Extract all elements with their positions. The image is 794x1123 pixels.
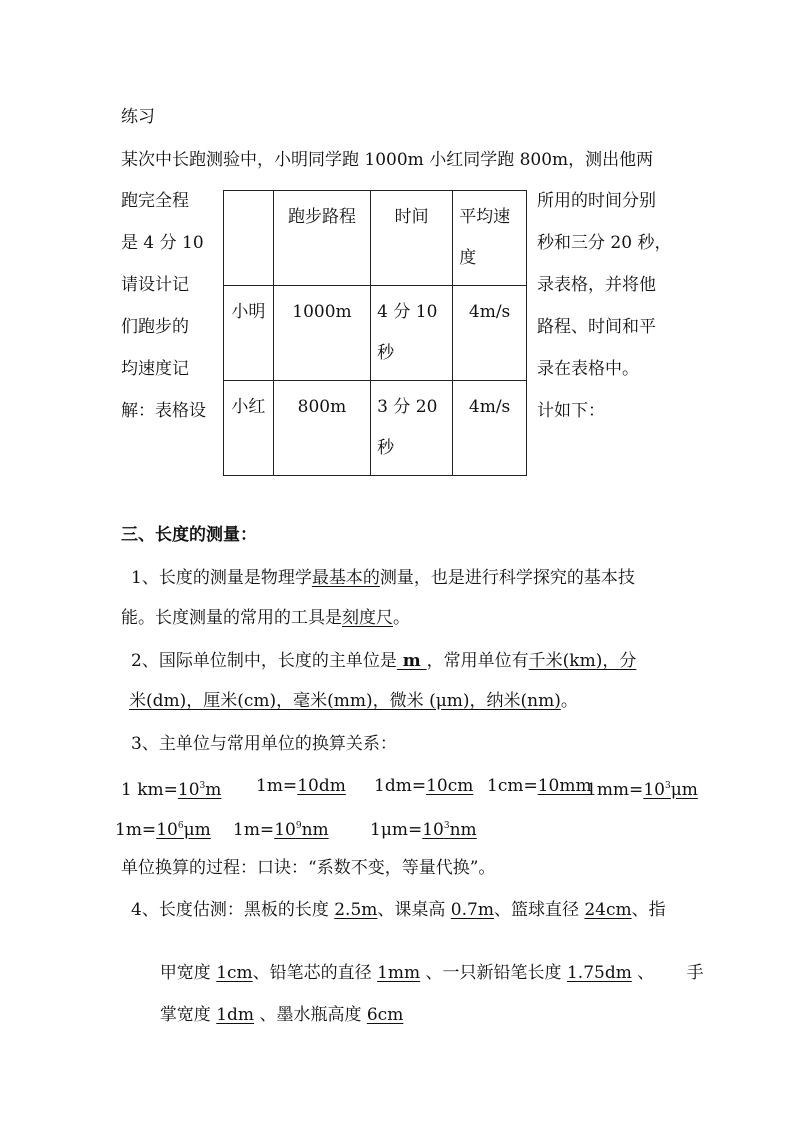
conversion-rule: 单位换算的过程：口诀：“系数不变，等量代换”。 (121, 858, 496, 878)
table-cell: 小明 (224, 286, 274, 381)
table-cell: 4m/s (453, 286, 527, 381)
right-line-2: 秒和三分 20 秒， (537, 233, 672, 253)
section-title: 三、长度的测量： (121, 525, 257, 545)
right-line-6: 计如下： (537, 401, 605, 421)
conversion-item: $1\mu m=10^3nm$ (370, 820, 477, 840)
left-line-4: 们跑步的 (121, 317, 189, 337)
answer-blank: m (396, 651, 427, 671)
answer-blank: 刻度尺 (342, 608, 393, 628)
table-header-cell (224, 191, 274, 286)
conversion-item: $1m=10^9nm$ (233, 820, 329, 840)
paragraph-4: 4、长度估测：黑板的长度 2.5m、课桌高 0.7m、篮球直径 24cm、指 (131, 900, 666, 920)
conversion-item: $1m=10^6\mu m$ (115, 820, 211, 840)
table-cell: 1000m (273, 286, 370, 381)
conversion-item: 1dm=10cm (374, 776, 474, 796)
table-cell: 4m/s (453, 381, 527, 476)
left-line-6: 解：表格设 (121, 401, 206, 421)
paragraph-1: 1、长度的测量是物理学最基本的测量，也是进行科学探究的基本技 (131, 568, 635, 588)
answer-blank: 最基本的 (311, 568, 380, 588)
conversion-item: $1mm=10^3\mu m$ (586, 780, 698, 800)
table-header-cell: 平均速度 (453, 191, 527, 286)
right-line-1: 所用的时间分别 (537, 191, 656, 211)
table-cell: 3 分 20 秒 (371, 381, 453, 476)
left-line-5: 均速度记 (121, 359, 189, 379)
paragraph-4-cont: 掌宽度 1dm 、墨水瓶高度 6cm (159, 1005, 404, 1025)
table-row (224, 286, 527, 381)
conversion-item: 1m=10dm (256, 776, 346, 796)
table-cell: 800m (273, 381, 370, 476)
speed-table (223, 190, 527, 476)
answer-blank: 千米(km)，分 (528, 651, 637, 671)
practice-intro: 某次中长跑测验中，小明同学跑 1000m 小红同学跑 800m，测出他两 (121, 150, 654, 170)
paragraph-2: 2、国际单位制中，长度的主单位是 m ，常用单位有千米(km)，分 (131, 651, 637, 671)
paragraph-3: 3、主单位与常用单位的换算关系： (131, 734, 397, 754)
paragraph-2-cont: 米(dm)，厘米(cm)，毫米(mm)，微米 (μm)，纳米(nm)。 (129, 691, 578, 711)
table-cell: 小红 (224, 381, 274, 476)
right-line-5: 录在表格中。 (537, 359, 639, 379)
answer-blank: 米(dm)，厘米(cm)，毫米(mm)，微米 (μm)，纳米(nm) (129, 691, 561, 711)
right-line-4: 路程、时间和平 (537, 317, 656, 337)
table-header-cell: 跑步路程 (273, 191, 370, 286)
paragraph-1-cont: 能。长度测量的常用的工具是刻度尺。 (121, 608, 410, 628)
left-line-3: 请设计记 (121, 275, 189, 295)
table-row (224, 381, 527, 476)
conversion-item: 1 $km=10^3m$ (121, 780, 222, 800)
table-header-cell: 时间 (371, 191, 453, 286)
left-line-2: 是 4 分 10 (121, 233, 204, 253)
right-line-3: 录表格，并将他 (537, 275, 656, 295)
left-line-1: 跑完全程 (121, 191, 189, 211)
table-header-row (224, 191, 527, 286)
practice-heading: 练习 (121, 107, 155, 127)
paragraph-4-cont: 甲宽度 1cm、铅笔芯的直径 1mm 、一只新铅笔长度 1.75dm 、 手 (159, 963, 704, 983)
conversion-item: 1cm=10mm (487, 776, 592, 796)
table-cell: 4 分 10 秒 (371, 286, 453, 381)
